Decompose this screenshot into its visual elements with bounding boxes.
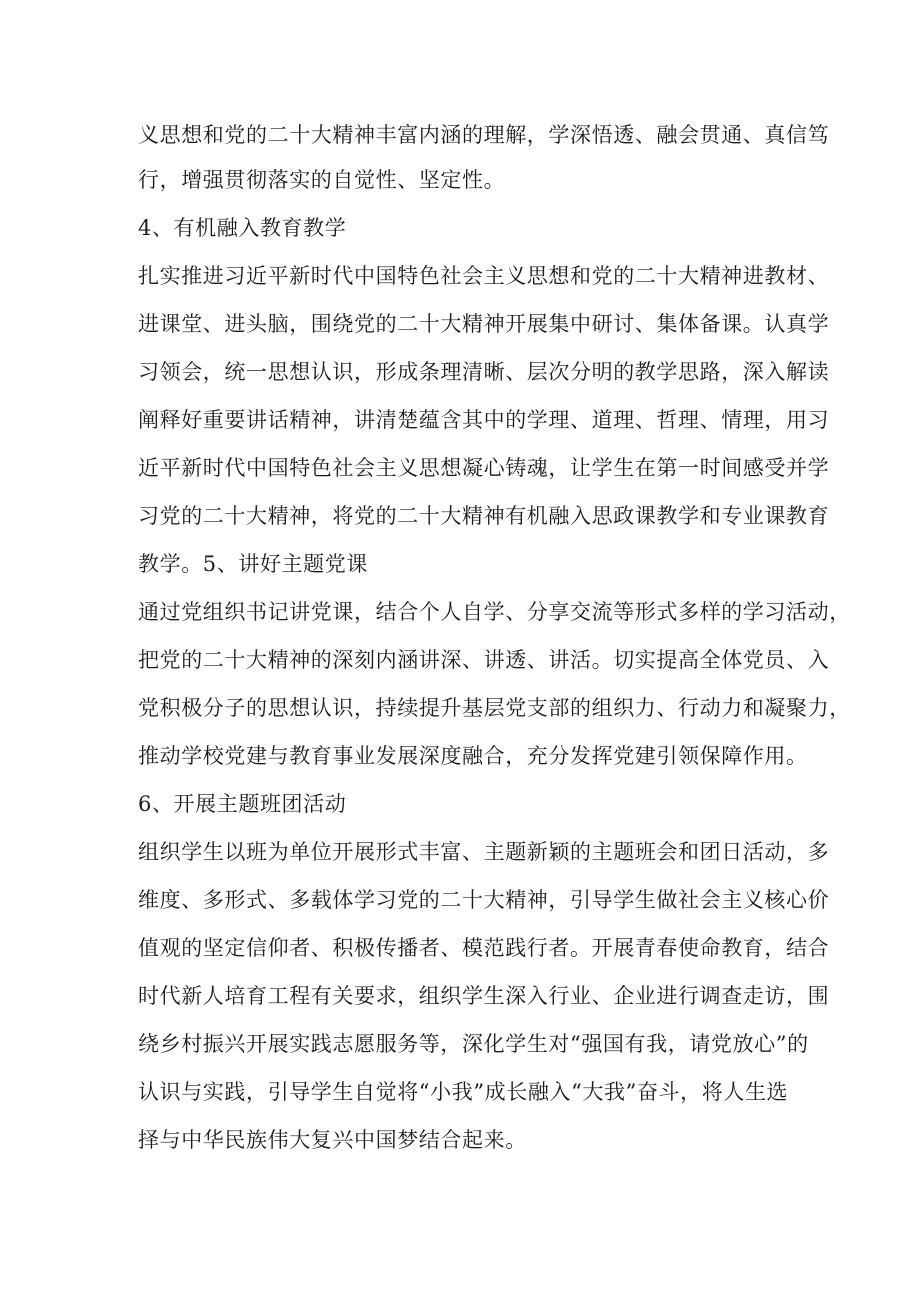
body-text-line: 行，增强贯彻落实的自觉性、坚定性。 xyxy=(138,168,506,192)
body-text-line: 值观的坚定信仰者、积极传播者、模范践行者。开展青春使命教育，结合 xyxy=(138,936,830,960)
body-text-line: 推动学校党建与教育事业发展深度融合，充分发挥党建引领保障作用。 xyxy=(138,744,808,768)
body-text-line: 义思想和党的二十大精神丰富内涵的理解，学深悟透、融会贯通、真信笃 xyxy=(138,123,830,147)
body-text-line: 把党的二十大精神的深刻内涵讲深、讲透、讲活。切实提高全体党员、入 xyxy=(138,648,830,672)
body-text-line: 通过党组织书记讲党课，结合个人自学、分享交流等形式多样的学习活动， xyxy=(138,600,851,624)
body-text-line: 阐释好重要讲话精神，讲清楚蕴含其中的学理、道理、哲理、情理，用习 xyxy=(138,408,830,432)
body-text-line: 绕乡村振兴开展实践志愿服务等，深化学生对“强国有我，请党放心”的 xyxy=(138,1032,809,1056)
section-heading-4: 4、有机融入教育教学 xyxy=(138,216,347,240)
section-heading-6: 6、开展主题班团活动 xyxy=(138,792,347,816)
body-text-line: 习党的二十大精神，将党的二十大精神有机融入思政课教学和专业课教育 xyxy=(138,504,830,528)
body-text-line: 组织学生以班为单位开展形式丰富、主题新颖的主题班会和团日活动，多 xyxy=(138,840,830,864)
body-text-line: 认识与实践，引导学生自觉将“小我”成长融入“大我”奋斗，将人生选 xyxy=(138,1080,789,1104)
body-text-line: 党积极分子的思想认识，持续提升基层党支部的组织力、行动力和凝聚力， xyxy=(138,696,851,720)
section-heading-5: 教学。5、讲好主题党课 xyxy=(138,552,368,576)
body-text-line: 近平新时代中国特色社会主义思想凝心铸魂，让学生在第一时间感受并学 xyxy=(138,456,830,480)
body-text-line: 维度、多形式、多载体学习党的二十大精神，引导学生做社会主义核心价 xyxy=(138,888,830,912)
body-text-line: 扎实推进习近平新时代中国特色社会主义思想和党的二十大精神进教材、 xyxy=(138,264,830,288)
body-text-line: 择与中华民族伟大复兴中国梦结合起来。 xyxy=(138,1128,527,1152)
body-text-line: 习领会，统一思想认识，形成条理清晰、层次分明的教学思路，深入解读 xyxy=(138,360,830,384)
body-text-line: 时代新人培育工程有关要求，组织学生深入行业、企业进行调查走访，围 xyxy=(138,984,830,1008)
body-text-line: 进课堂、进头脑，围绕党的二十大精神开展集中研讨、集体备课。认真学 xyxy=(138,312,830,336)
